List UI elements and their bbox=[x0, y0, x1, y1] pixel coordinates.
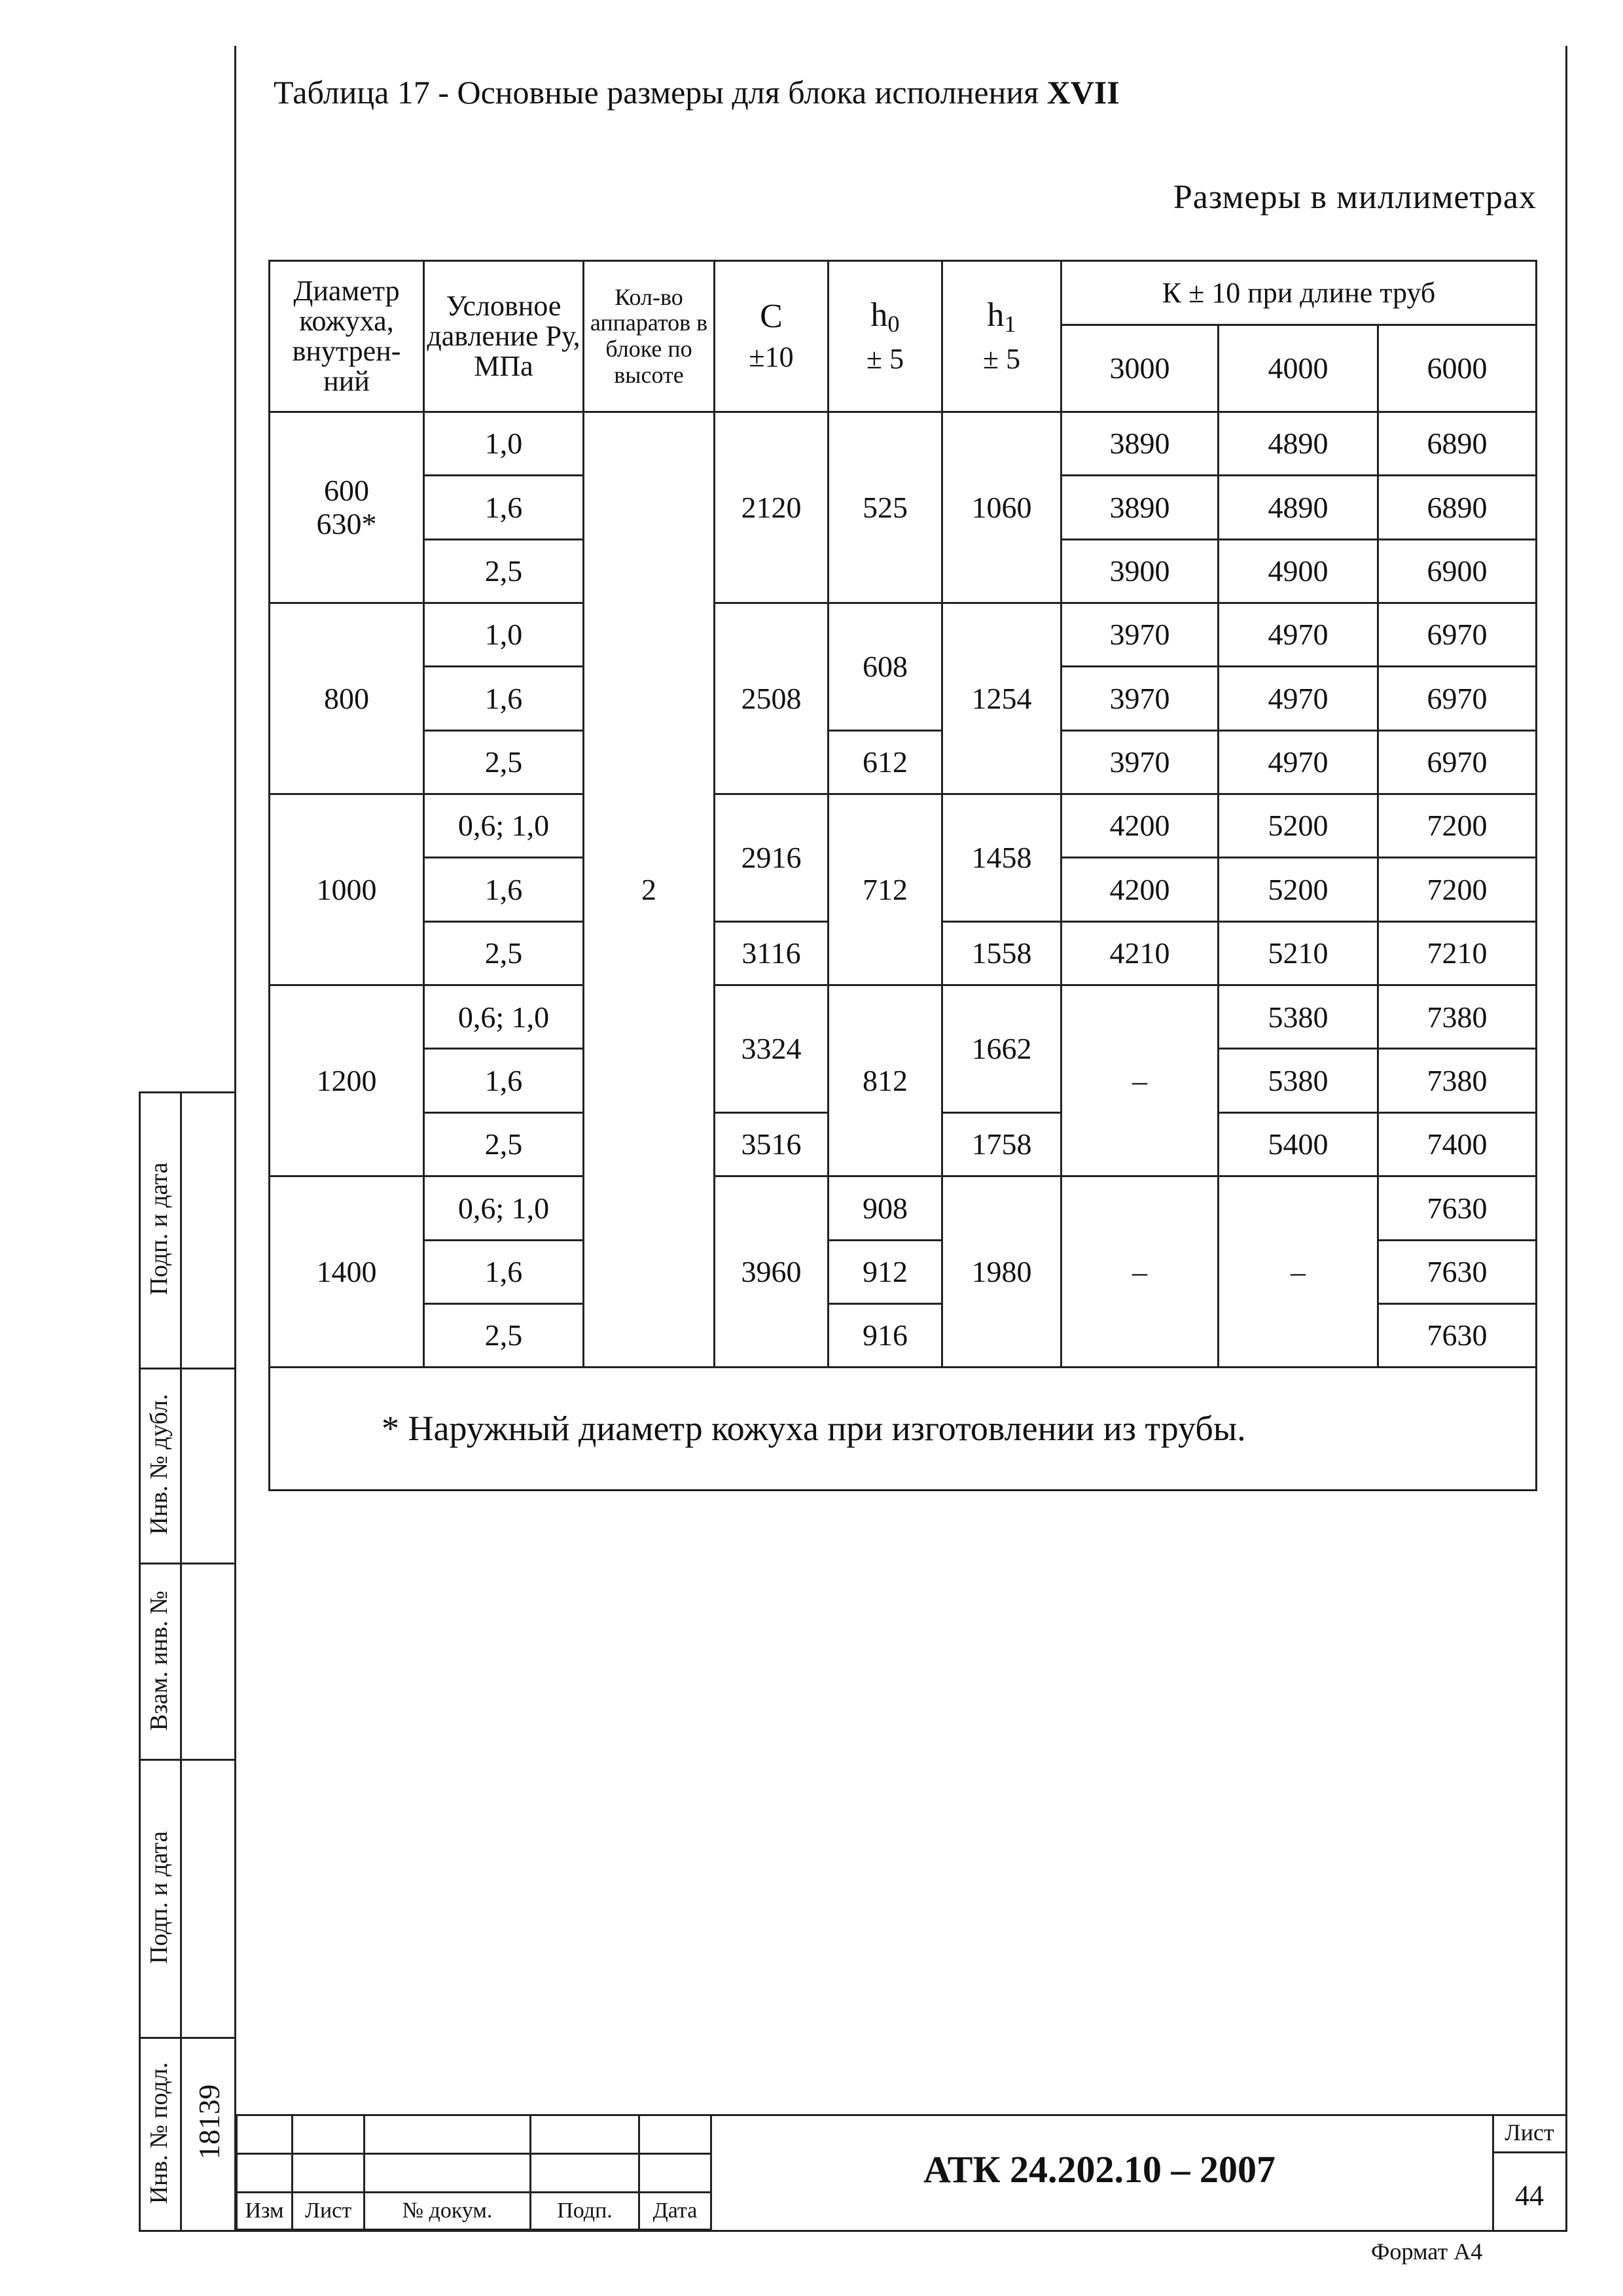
tb-empty bbox=[293, 2154, 365, 2193]
k4000-cell: 4900 bbox=[1219, 539, 1378, 603]
tb-podp-label: Подп. bbox=[531, 2193, 639, 2230]
diameter-cell bbox=[270, 412, 424, 603]
h1-cell: 1458 bbox=[942, 794, 1061, 922]
h0-cell: 612 bbox=[829, 730, 942, 794]
h1-cell: 1558 bbox=[942, 921, 1061, 985]
pressure-cell: 0,6; 1,0 bbox=[424, 985, 584, 1049]
sheet-number: 44 bbox=[1515, 2180, 1544, 2212]
k3000-cell: 3890 bbox=[1061, 412, 1219, 475]
h1-cell: 1980 bbox=[942, 1176, 1061, 1368]
header-h1-sub: 1 bbox=[1004, 310, 1016, 337]
tb-dokum-label: № докум. bbox=[365, 2193, 531, 2230]
pressure-cell: 1,6 bbox=[424, 858, 584, 921]
k3000-cell: 3900 bbox=[1061, 539, 1219, 603]
table-title bbox=[274, 73, 1120, 111]
pressure-cell: 0,6; 1,0 bbox=[424, 794, 584, 858]
header-h0-sub: 0 bbox=[887, 310, 900, 337]
pressure-cell: 1,6 bbox=[424, 1049, 584, 1112]
pressure-cell: 2,5 bbox=[424, 539, 584, 603]
c-cell: 3324 bbox=[715, 985, 829, 1113]
pressure-cell: 1,6 bbox=[424, 1240, 584, 1303]
k6000-cell: 6970 bbox=[1378, 603, 1537, 666]
k3000-cell: – bbox=[1061, 985, 1219, 1176]
h0-cell: 712 bbox=[829, 794, 942, 985]
tb-empty bbox=[639, 2154, 711, 2193]
sheet-label: Лист bbox=[1505, 2119, 1554, 2146]
pressure-cell: 2,5 bbox=[424, 1303, 584, 1367]
h0-cell: 908 bbox=[829, 1176, 942, 1240]
header-k-3000: 3000 bbox=[1061, 325, 1219, 412]
k4000-cell: 4890 bbox=[1219, 412, 1378, 475]
h0-cell: 812 bbox=[829, 985, 942, 1176]
side-stamp-top-line bbox=[139, 1091, 236, 1093]
table-title-text: Таблица 17 - Основные размеры для блока исполнения bbox=[274, 74, 1039, 111]
k3000-cell: 3890 bbox=[1061, 476, 1219, 539]
k6000-cell: 7380 bbox=[1378, 1049, 1537, 1112]
header-h1 bbox=[942, 261, 1061, 412]
k6000-cell: 7400 bbox=[1378, 1112, 1537, 1176]
units-note: Размеры в миллиметрах bbox=[1173, 179, 1537, 216]
diameter-cell: 800 bbox=[270, 603, 424, 794]
k4000-cell: 4970 bbox=[1219, 730, 1378, 794]
h1-cell: 1662 bbox=[942, 985, 1061, 1113]
diameter-cell: 1200 bbox=[270, 985, 424, 1176]
side-stamp-outer-line bbox=[139, 1091, 141, 2232]
diameter-value: 600 bbox=[324, 473, 369, 507]
k6000-cell: 7210 bbox=[1378, 921, 1537, 985]
c-cell: 2508 bbox=[715, 603, 829, 794]
diameter-cell: 1000 bbox=[270, 794, 424, 985]
header-h0 bbox=[829, 261, 942, 412]
h1-cell: 1758 bbox=[942, 1112, 1061, 1176]
h1-cell: 1060 bbox=[942, 412, 1061, 603]
tb-empty bbox=[237, 2154, 293, 2193]
k3000-cell: 3970 bbox=[1061, 730, 1219, 794]
header-k-4000: 4000 bbox=[1219, 325, 1378, 412]
table-footnote: * Наружный диаметр кожуха при изготовлении из трубы. bbox=[270, 1368, 1537, 1491]
frame-left-line bbox=[234, 46, 236, 2231]
header-c-tol: ±10 bbox=[749, 340, 794, 373]
side-stamp-line-3 bbox=[139, 1759, 236, 1761]
h1-cell: 1254 bbox=[942, 603, 1061, 794]
side-stamp-mid-line bbox=[180, 1091, 182, 2232]
tb-empty bbox=[365, 2115, 531, 2154]
k6000-cell: 6890 bbox=[1378, 476, 1537, 539]
pressure-cell: 2,5 bbox=[424, 730, 584, 794]
k6000-cell: 6900 bbox=[1378, 539, 1537, 603]
k6000-cell: 6970 bbox=[1378, 667, 1537, 730]
k4000-cell: – bbox=[1219, 1176, 1378, 1368]
k6000-cell: 7200 bbox=[1378, 858, 1537, 921]
header-h0-label: h bbox=[870, 296, 888, 334]
c-cell: 3960 bbox=[715, 1176, 829, 1368]
header-h1-tol: ± 5 bbox=[982, 342, 1021, 375]
side-inv-podl-value: 18139 bbox=[192, 2084, 226, 2160]
pressure-cell: 1,6 bbox=[424, 476, 584, 539]
k4000-cell: 5380 bbox=[1219, 1049, 1378, 1112]
tb-empty bbox=[531, 2154, 639, 2193]
k3000-cell: 3970 bbox=[1061, 667, 1219, 730]
tb-data-label: Дата bbox=[639, 2193, 711, 2230]
diameter-value-2: 630* bbox=[316, 507, 377, 541]
h0-cell: 916 bbox=[829, 1303, 942, 1367]
sheet-box-divider bbox=[1492, 2151, 1567, 2153]
dimensions-table bbox=[268, 260, 1537, 1491]
header-k: К ± 10 при длине труб bbox=[1061, 261, 1537, 325]
k3000-cell: – bbox=[1061, 1176, 1219, 1368]
k6000-cell: 7630 bbox=[1378, 1240, 1537, 1303]
k3000-cell: 3970 bbox=[1061, 603, 1219, 666]
header-c-label: С bbox=[760, 298, 783, 336]
k3000-cell: 4200 bbox=[1061, 858, 1219, 921]
h0-cell: 608 bbox=[829, 603, 942, 730]
header-h1-label: h bbox=[987, 296, 1005, 334]
c-cell: 3516 bbox=[715, 1112, 829, 1176]
c-cell: 3116 bbox=[715, 921, 829, 985]
pressure-cell: 1,0 bbox=[424, 412, 584, 475]
k4000-cell: 5200 bbox=[1219, 794, 1378, 858]
k4000-cell: 4970 bbox=[1219, 603, 1378, 666]
h0-cell: 525 bbox=[829, 412, 942, 603]
h0-cell: 912 bbox=[829, 1240, 942, 1303]
k4000-cell: 5200 bbox=[1219, 858, 1378, 921]
pressure-cell: 2,5 bbox=[424, 921, 584, 985]
count-cell: 2 bbox=[584, 412, 715, 1367]
side-podp-data-2: Подп. и дата bbox=[145, 1831, 173, 1964]
format-label: Формат А4 bbox=[1371, 2238, 1483, 2265]
header-diameter: Диаметр кожуха, внутрен-ний bbox=[270, 261, 424, 412]
k3000-cell: 4200 bbox=[1061, 794, 1219, 858]
side-podp-data-1: Подп. и дата bbox=[145, 1162, 173, 1296]
k6000-cell: 7380 bbox=[1378, 985, 1537, 1049]
tb-empty bbox=[531, 2115, 639, 2154]
tb-izm-label: Изм bbox=[237, 2193, 293, 2230]
pressure-cell: 1,0 bbox=[424, 603, 584, 666]
k6000-cell: 6970 bbox=[1378, 730, 1537, 794]
k6000-cell: 7630 bbox=[1378, 1176, 1537, 1240]
k4000-cell: 4890 bbox=[1219, 476, 1378, 539]
header-k-6000: 6000 bbox=[1378, 325, 1537, 412]
header-pressure: Условное давление Ру, МПа bbox=[424, 261, 584, 412]
header-c bbox=[715, 261, 829, 412]
c-cell: 2120 bbox=[715, 412, 829, 603]
table-title-execution: XVII bbox=[1046, 74, 1120, 111]
tb-empty bbox=[237, 2115, 293, 2154]
header-h0-tol: ± 5 bbox=[866, 342, 904, 375]
frame-right-line bbox=[1565, 46, 1567, 2231]
k4000-cell: 5210 bbox=[1219, 921, 1378, 985]
k4000-cell: 4970 bbox=[1219, 667, 1378, 730]
header-count: Кол-во аппаратов в блоке по высоте bbox=[584, 261, 715, 412]
side-vzam-inv: Взам. инв. № bbox=[145, 1590, 173, 1731]
k6000-cell: 7200 bbox=[1378, 794, 1537, 858]
document-code: АТК 24.202.10 – 2007 bbox=[923, 2148, 1276, 2191]
k6000-cell: 7630 bbox=[1378, 1303, 1537, 1367]
c-cell: 2916 bbox=[715, 794, 829, 922]
k4000-cell: 5380 bbox=[1219, 985, 1378, 1049]
side-inv-dubl: Инв. № дубл. bbox=[145, 1394, 173, 1535]
diameter-cell: 1400 bbox=[270, 1176, 424, 1368]
tb-empty bbox=[293, 2115, 365, 2154]
side-inv-podl: Инв. № подл. bbox=[145, 2062, 173, 2204]
k6000-cell: 6890 bbox=[1378, 412, 1537, 475]
tb-empty bbox=[365, 2154, 531, 2193]
pressure-cell: 0,6; 1,0 bbox=[424, 1176, 584, 1240]
title-block-grid bbox=[236, 2114, 712, 2231]
tb-empty bbox=[639, 2115, 711, 2154]
pressure-cell: 1,6 bbox=[424, 667, 584, 730]
k3000-cell: 4210 bbox=[1061, 921, 1219, 985]
pressure-cell: 2,5 bbox=[424, 1112, 584, 1176]
k4000-cell: 5400 bbox=[1219, 1112, 1378, 1176]
title-block-top-line bbox=[236, 2114, 1567, 2116]
tb-list-label: Лист bbox=[293, 2193, 365, 2230]
